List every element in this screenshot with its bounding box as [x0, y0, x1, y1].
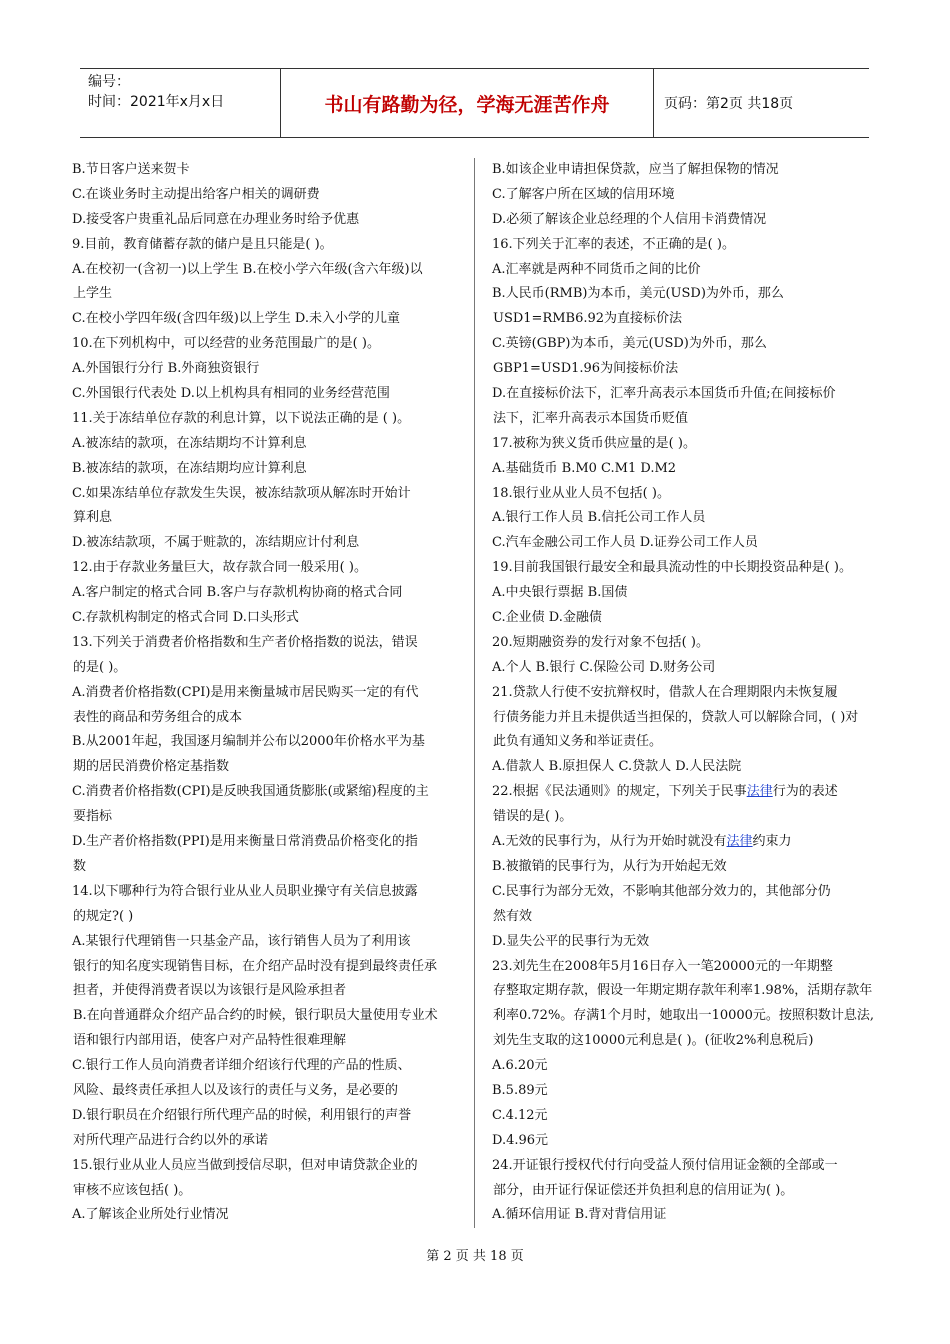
text-line: C.在谈业务时主动提出给客户相关的调研费	[72, 186, 320, 202]
text-line: C.英镑(GBP)为本币，美元(USD)为外币，那么	[492, 336, 767, 352]
document-number-label: 编号：	[88, 74, 130, 90]
text-line: A.汇率就是两种不同货币之间的比价	[492, 261, 701, 277]
text-line: B.5.89元	[492, 1082, 548, 1098]
question-line: 11.关于冻结单位存款的利息计算，以下说法正确的是 ( )。	[72, 410, 411, 426]
text-line: C.汽车金融公司工作人员 D.证券公司工作人员	[492, 535, 758, 551]
law-link[interactable]: 法律	[746, 784, 773, 800]
text-line: 行债务能力并且未提供适当担保的，贷款人可以解除合同，( )对	[493, 709, 859, 725]
text-line: A.借款人 B.原担保人 C.贷款人 D.人民法院	[492, 759, 742, 775]
column-divider	[474, 158, 475, 1228]
text-line: C.存款机构制定的格式合同 D.口头形式	[72, 610, 299, 626]
text-line: B.人民币(RMB)为本币，美元(USD)为外币，那么	[492, 286, 784, 302]
text-line: C.在校小学四年级(含四年级)以上学生 D.未入小学的儿童	[72, 311, 400, 327]
text-line: USD1=RMB6.92为直接标价法	[493, 311, 683, 327]
text-line: A.了解该企业所处行业情况	[72, 1207, 229, 1223]
text-line: A.客户制定的格式合同 B.客户与存款机构协商的格式合同	[72, 585, 403, 601]
question-line: 13.下列关于消费者价格指数和生产者价格指数的说法，错误	[72, 634, 418, 650]
question-line: 24.开证银行授权代付行向受益人预付信用证金额的全部或一	[492, 1157, 838, 1173]
text-line: 审核不应该包括( )。	[73, 1182, 192, 1198]
question-line	[490, 780, 876, 805]
text-line: 的规定?( )	[73, 908, 134, 924]
text-line: 的是( )。	[73, 659, 127, 675]
text-line: 刘先生支取的这10000元利息是( )。(征收2%利息税后)	[493, 1033, 814, 1049]
text-line: A.银行工作人员 B.信托公司工作人员	[492, 510, 706, 526]
right-column	[490, 158, 876, 1228]
text-line: C.外国银行代表处 D.以上机构具有相同的业务经营范围	[72, 386, 390, 402]
text-line: A.某银行代理销售一只基金产品，该行销售人员为了利用该	[72, 933, 411, 949]
text-line: B.从2001年起，我国逐月编制并公布以2000年价格水平为基	[72, 734, 425, 750]
text-line: A.在校初一(含初一)以上学生 B.在校小学六年级(含六年级)以	[72, 261, 423, 277]
document-time-label: 时间：2021年x月x日	[88, 94, 225, 110]
text-line: A.循环信用证 B.背对背信用证	[492, 1207, 667, 1223]
header-motto: 书山有路勤为径，学海无涯苦作舟	[281, 69, 654, 137]
text-line: GBP1=USD1.96为间接标价法	[493, 361, 679, 377]
text-segment: 行为的表述	[772, 784, 838, 800]
text-line: 表性的商品和劳务组合的成本	[73, 709, 243, 725]
text-segment: 22.根据《民法通则》的规定，下列关于民事	[492, 784, 747, 800]
text-line: C.企业债 D.金融债	[492, 610, 602, 626]
text-line: 然有效	[493, 908, 533, 924]
text-line: 对所代理产品进行合约以外的承诺	[73, 1132, 269, 1148]
text-line: 算利息	[73, 510, 113, 526]
text-line: C.如果冻结单位存款发生失误，被冻结款项从解冻时开始计	[72, 485, 411, 501]
question-line: 18.银行业从业人员不包括( )。	[492, 485, 670, 501]
text-line: 利率0.72%。存满1个月时，她取出一10000元。按照积数计息法,	[493, 1008, 875, 1024]
text-segment: 约束力	[752, 834, 792, 850]
text-line: D.在直接标价法下，汇率升高表示本国货币升值;在间接标价	[492, 386, 836, 402]
text-line: C.消费者价格指数(CPI)是反映我国通货膨胀(或紧缩)程度的主	[72, 784, 429, 800]
text-line: B.被冻结的款项，在冻结期均应计算利息	[72, 460, 307, 476]
text-line: A.基础货币 B.M0 C.M1 D.M2	[492, 460, 677, 476]
question-line: 23.刘先生在2008年5月16日存入一笔20000元的一年期整	[492, 958, 833, 974]
text-line: 存整取定期存款，假设一年期定期存款年利率1.98%，活期存款年	[493, 983, 873, 999]
text-line: A.被冻结的款项，在冻结期均不计算利息	[72, 435, 307, 451]
text-line: B.被撤销的民事行为，从行为开始起无效	[492, 858, 727, 874]
text-line: A.6.20元	[492, 1058, 548, 1074]
header-page-number: 页码：第2页 共18页	[664, 96, 794, 112]
question-line: 21.贷款人行使不安抗辩权时，借款人在合理期限内未恢复履	[492, 684, 838, 700]
left-column	[70, 158, 456, 1228]
text-line: A.外国银行分行 B.外商独资银行	[72, 361, 260, 377]
text-line: B.在向普通群众介绍产品合约的时候，银行职员大量使用专业术	[73, 1008, 438, 1024]
text-line: 风险、最终责任承担人以及该行的责任与义务，是必要的	[73, 1082, 399, 1098]
text-line: D.4.96元	[492, 1132, 549, 1148]
text-line: 担者，并使得消费者误以为该银行是风险承担者	[73, 983, 347, 999]
text-segment: A.无效的民事行为，从行为开始时就没有	[492, 834, 727, 850]
question-line: 19.目前我国银行最安全和最具流动性的中长期投资品种是( )。	[492, 560, 852, 576]
page-footer: 第 2 页 共 18 页	[426, 1249, 524, 1264]
text-line: 部分，由开证行保证偿还并负担利息的信用证为( )。	[493, 1182, 794, 1198]
text-line: B.节日客户送来贺卡	[72, 162, 190, 177]
text-line: 语和银行内部用语，使客户对产品特性很难理解	[73, 1033, 347, 1049]
page-header	[80, 68, 869, 138]
question-line: 12.由于存款业务量巨大，故存款合同一般采用( )。	[72, 560, 367, 576]
law-link[interactable]: 法律	[726, 834, 753, 850]
text-line: D.被冻结款项，不属于赃款的，冻结期应计付利息	[72, 535, 360, 551]
question-line: 9.目前，教育储蓄存款的储户是且只能是( )。	[72, 236, 333, 252]
question-line: 17.被称为狭义货币供应量的是( )。	[492, 435, 696, 451]
text-line: 上学生	[73, 286, 113, 302]
text-line: A.消费者价格指数(CPI)是用来衡量城市居民购买一定的有代	[72, 684, 419, 700]
text-line: D.必须了解该企业总经理的个人信用卡消费情况	[492, 211, 767, 227]
text-line: C.银行工作人员向消费者详细介绍该行代理的产品的性质、	[72, 1058, 411, 1074]
text-line: 此负有通知义务和举证责任。	[493, 734, 663, 750]
text-line: A.中央银行票据 B.国债	[492, 585, 628, 601]
question-line: 15.银行业从业人员应当做到授信尽职，但对申请贷款企业的	[72, 1157, 418, 1173]
header-meta	[80, 69, 281, 137]
text-line: 法下，汇率升高表示本国货币贬值	[493, 410, 689, 426]
question-line: 10.在下列机构中，可以经营的业务范围最广的是( )。	[72, 336, 380, 352]
text-line: 错误的是( )。	[493, 809, 573, 825]
text-line: A.个人 B.银行 C.保险公司 D.财务公司	[492, 659, 716, 675]
question-line: 14.以下哪种行为符合银行业从业人员职业操守有关信息披露	[72, 883, 418, 899]
text-line: D.接受客户贵重礼品后同意在办理业务时给予优惠	[72, 211, 360, 227]
text-line	[490, 830, 876, 855]
question-line: 16.下列关于汇率的表述，不正确的是( )。	[492, 236, 735, 252]
text-line: D.生产者价格指数(PPI)是用来衡量日常消费品价格变化的指	[72, 834, 418, 850]
text-line: C.民事行为部分无效，不影响其他部分效力的，其他部分仍	[492, 883, 831, 899]
question-line: 20.短期融资券的发行对象不包括( )。	[492, 634, 709, 650]
text-line: B.如该企业申请担保贷款，应当了解担保物的情况	[492, 162, 779, 177]
text-line: 银行的知名度实现销售目标，在介绍产品时没有提到最终责任承	[73, 958, 438, 974]
text-line: D.显失公平的民事行为无效	[492, 933, 650, 949]
text-line: C.4.12元	[492, 1107, 548, 1123]
text-line: C.了解客户所在区域的信用环境	[492, 186, 675, 202]
text-line: 要指标	[73, 809, 113, 825]
text-line: 数	[73, 858, 87, 874]
text-line: 期的居民消费价格定基指数	[73, 759, 230, 775]
text-line: D.银行职员在介绍银行所代理产品的时候，利用银行的声誉	[72, 1107, 412, 1123]
